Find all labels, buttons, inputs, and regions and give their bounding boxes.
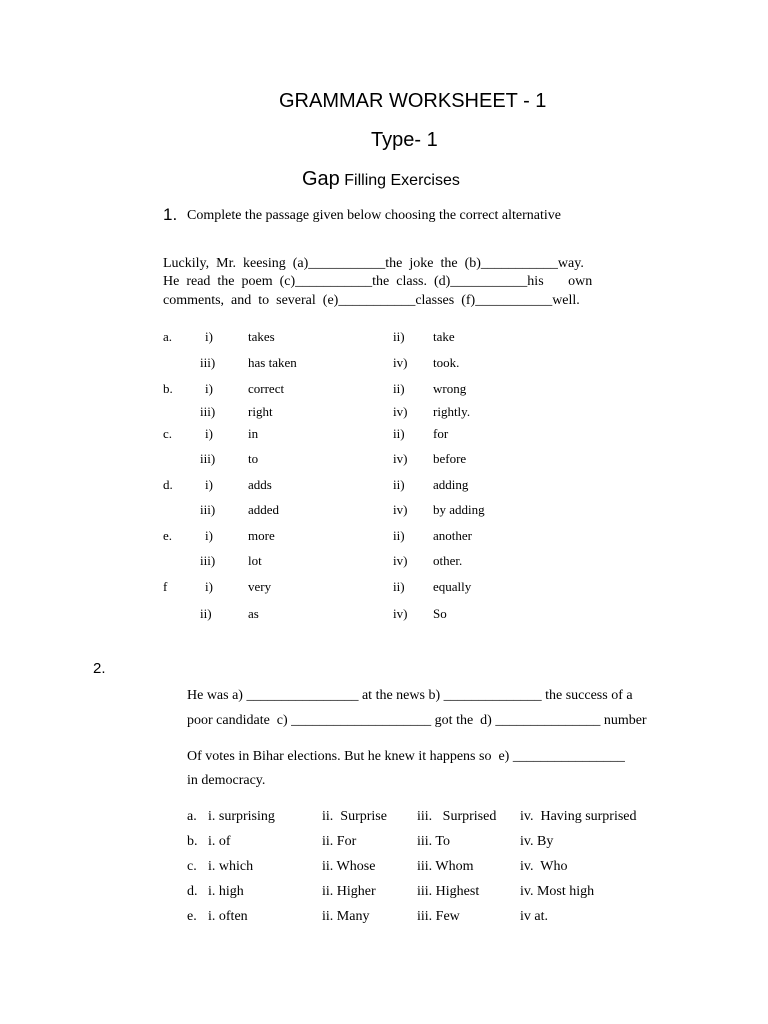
option-choice: iii. Whom	[417, 859, 474, 874]
option-choice: i. high	[208, 884, 244, 899]
subtitle-gap: Gap	[302, 168, 340, 190]
option-numeral: ii)	[393, 381, 405, 396]
option-word: lot	[248, 553, 262, 568]
option-numeral: ii)	[393, 329, 405, 344]
option-numeral: ii)	[200, 606, 212, 621]
option-word: rightly.	[433, 404, 471, 419]
option-numeral: iii)	[200, 404, 216, 419]
worksheet-title: GRAMMAR WORKSHEET - 1	[279, 90, 547, 112]
q1-passage-line: He read the poem (c)___________the class. (d)___________his own	[163, 274, 593, 289]
option-letter: d.	[163, 477, 173, 492]
option-word: by adding	[433, 502, 485, 517]
option-word: in	[248, 426, 259, 441]
option-word: very	[248, 579, 272, 594]
option-letter: f	[163, 579, 168, 594]
option-numeral: iii)	[200, 553, 216, 568]
option-choice: ii. Whose	[322, 859, 376, 874]
option-choice: i. surprising	[208, 809, 275, 824]
option-word: another	[433, 528, 472, 543]
q2-line: in democracy.	[187, 773, 266, 788]
option-numeral: i)	[205, 579, 213, 594]
option-numeral: ii)	[393, 528, 405, 543]
option-choice: ii. Many	[322, 909, 370, 924]
option-letter: a.	[163, 329, 173, 344]
option-numeral: iv)	[393, 606, 408, 621]
option-word: took.	[433, 355, 460, 370]
q2-line: He was a) ________________ at the news b) ______________ the success of a	[187, 688, 633, 703]
option-choice: ii. Surprise	[322, 809, 387, 824]
option-word: to	[248, 451, 259, 466]
q2-number: 2.	[93, 660, 106, 677]
option-letter: e.	[163, 528, 173, 543]
option-numeral: iv)	[393, 553, 408, 568]
option-choice: iii. Few	[417, 909, 460, 924]
option-numeral: iv)	[393, 404, 408, 419]
option-word: correct	[248, 381, 285, 396]
option-word: right	[248, 404, 273, 419]
option-letter: b.	[163, 381, 173, 396]
q1-number: 1.	[163, 205, 178, 224]
section-subtitle	[302, 168, 460, 191]
option-choice: i. which	[208, 859, 254, 874]
option-choice: iii. Highest	[417, 884, 480, 899]
option-word: for	[433, 426, 449, 441]
q1-instruction: Complete the passage given below choosing the correct alternative	[187, 208, 561, 223]
option-word: has taken	[248, 355, 297, 370]
q2-line: Of votes in Bihar elections. But he knew it happens so e) ________________	[187, 749, 625, 764]
option-word: other.	[433, 553, 463, 568]
option-letter: e.	[187, 909, 197, 924]
option-numeral: i)	[205, 329, 213, 344]
option-letter: c.	[163, 426, 173, 441]
option-letter: c.	[187, 859, 197, 874]
option-choice: i. of	[208, 834, 231, 849]
option-numeral: iii)	[200, 502, 216, 517]
option-word: wrong	[433, 381, 467, 396]
option-numeral: ii)	[393, 579, 405, 594]
option-word: added	[248, 502, 280, 517]
option-choice: ii. Higher	[322, 884, 376, 899]
q2-line: poor candidate c) ____________________ got the d) _______________ number	[187, 713, 647, 728]
option-word: takes	[248, 329, 275, 344]
option-choice: iii. To	[417, 834, 450, 849]
option-choice: iv at.	[520, 909, 548, 924]
option-numeral: i)	[205, 477, 213, 492]
option-choice: iii. Surprised	[417, 809, 497, 824]
option-choice: iv. Who	[520, 859, 568, 874]
option-choice: iv. Having surprised	[520, 809, 637, 824]
option-word: equally	[433, 579, 472, 594]
subtitle-rest: Filling Exercises	[339, 172, 460, 189]
option-numeral: iv)	[393, 502, 408, 517]
q1-passage-line: comments, and to several (e)___________classes (f)___________well.	[163, 293, 580, 308]
option-word: So	[433, 606, 447, 621]
option-numeral: iii)	[200, 451, 216, 466]
option-word: take	[433, 329, 455, 344]
option-letter: d.	[187, 884, 198, 899]
option-numeral: iv)	[393, 451, 408, 466]
option-numeral: i)	[205, 381, 213, 396]
q1-passage-line: Luckily, Mr. keesing (a)___________the joke the (b)___________way.	[163, 256, 584, 271]
option-letter: b.	[187, 834, 198, 849]
option-numeral: iv)	[393, 355, 408, 370]
option-word: adding	[433, 477, 469, 492]
option-choice: iv. By	[520, 834, 554, 849]
worksheet-type: Type- 1	[371, 129, 438, 151]
option-choice: i. often	[208, 909, 248, 924]
option-numeral: ii)	[393, 477, 405, 492]
option-letter: a.	[187, 809, 197, 824]
option-word: more	[248, 528, 275, 543]
option-numeral: iii)	[200, 355, 216, 370]
option-numeral: ii)	[393, 426, 405, 441]
option-choice: ii. For	[322, 834, 357, 849]
option-numeral: i)	[205, 426, 213, 441]
option-word: adds	[248, 477, 272, 492]
option-word: as	[248, 606, 259, 621]
option-choice: iv. Most high	[520, 884, 595, 899]
option-numeral: i)	[205, 528, 213, 543]
option-word: before	[433, 451, 467, 466]
